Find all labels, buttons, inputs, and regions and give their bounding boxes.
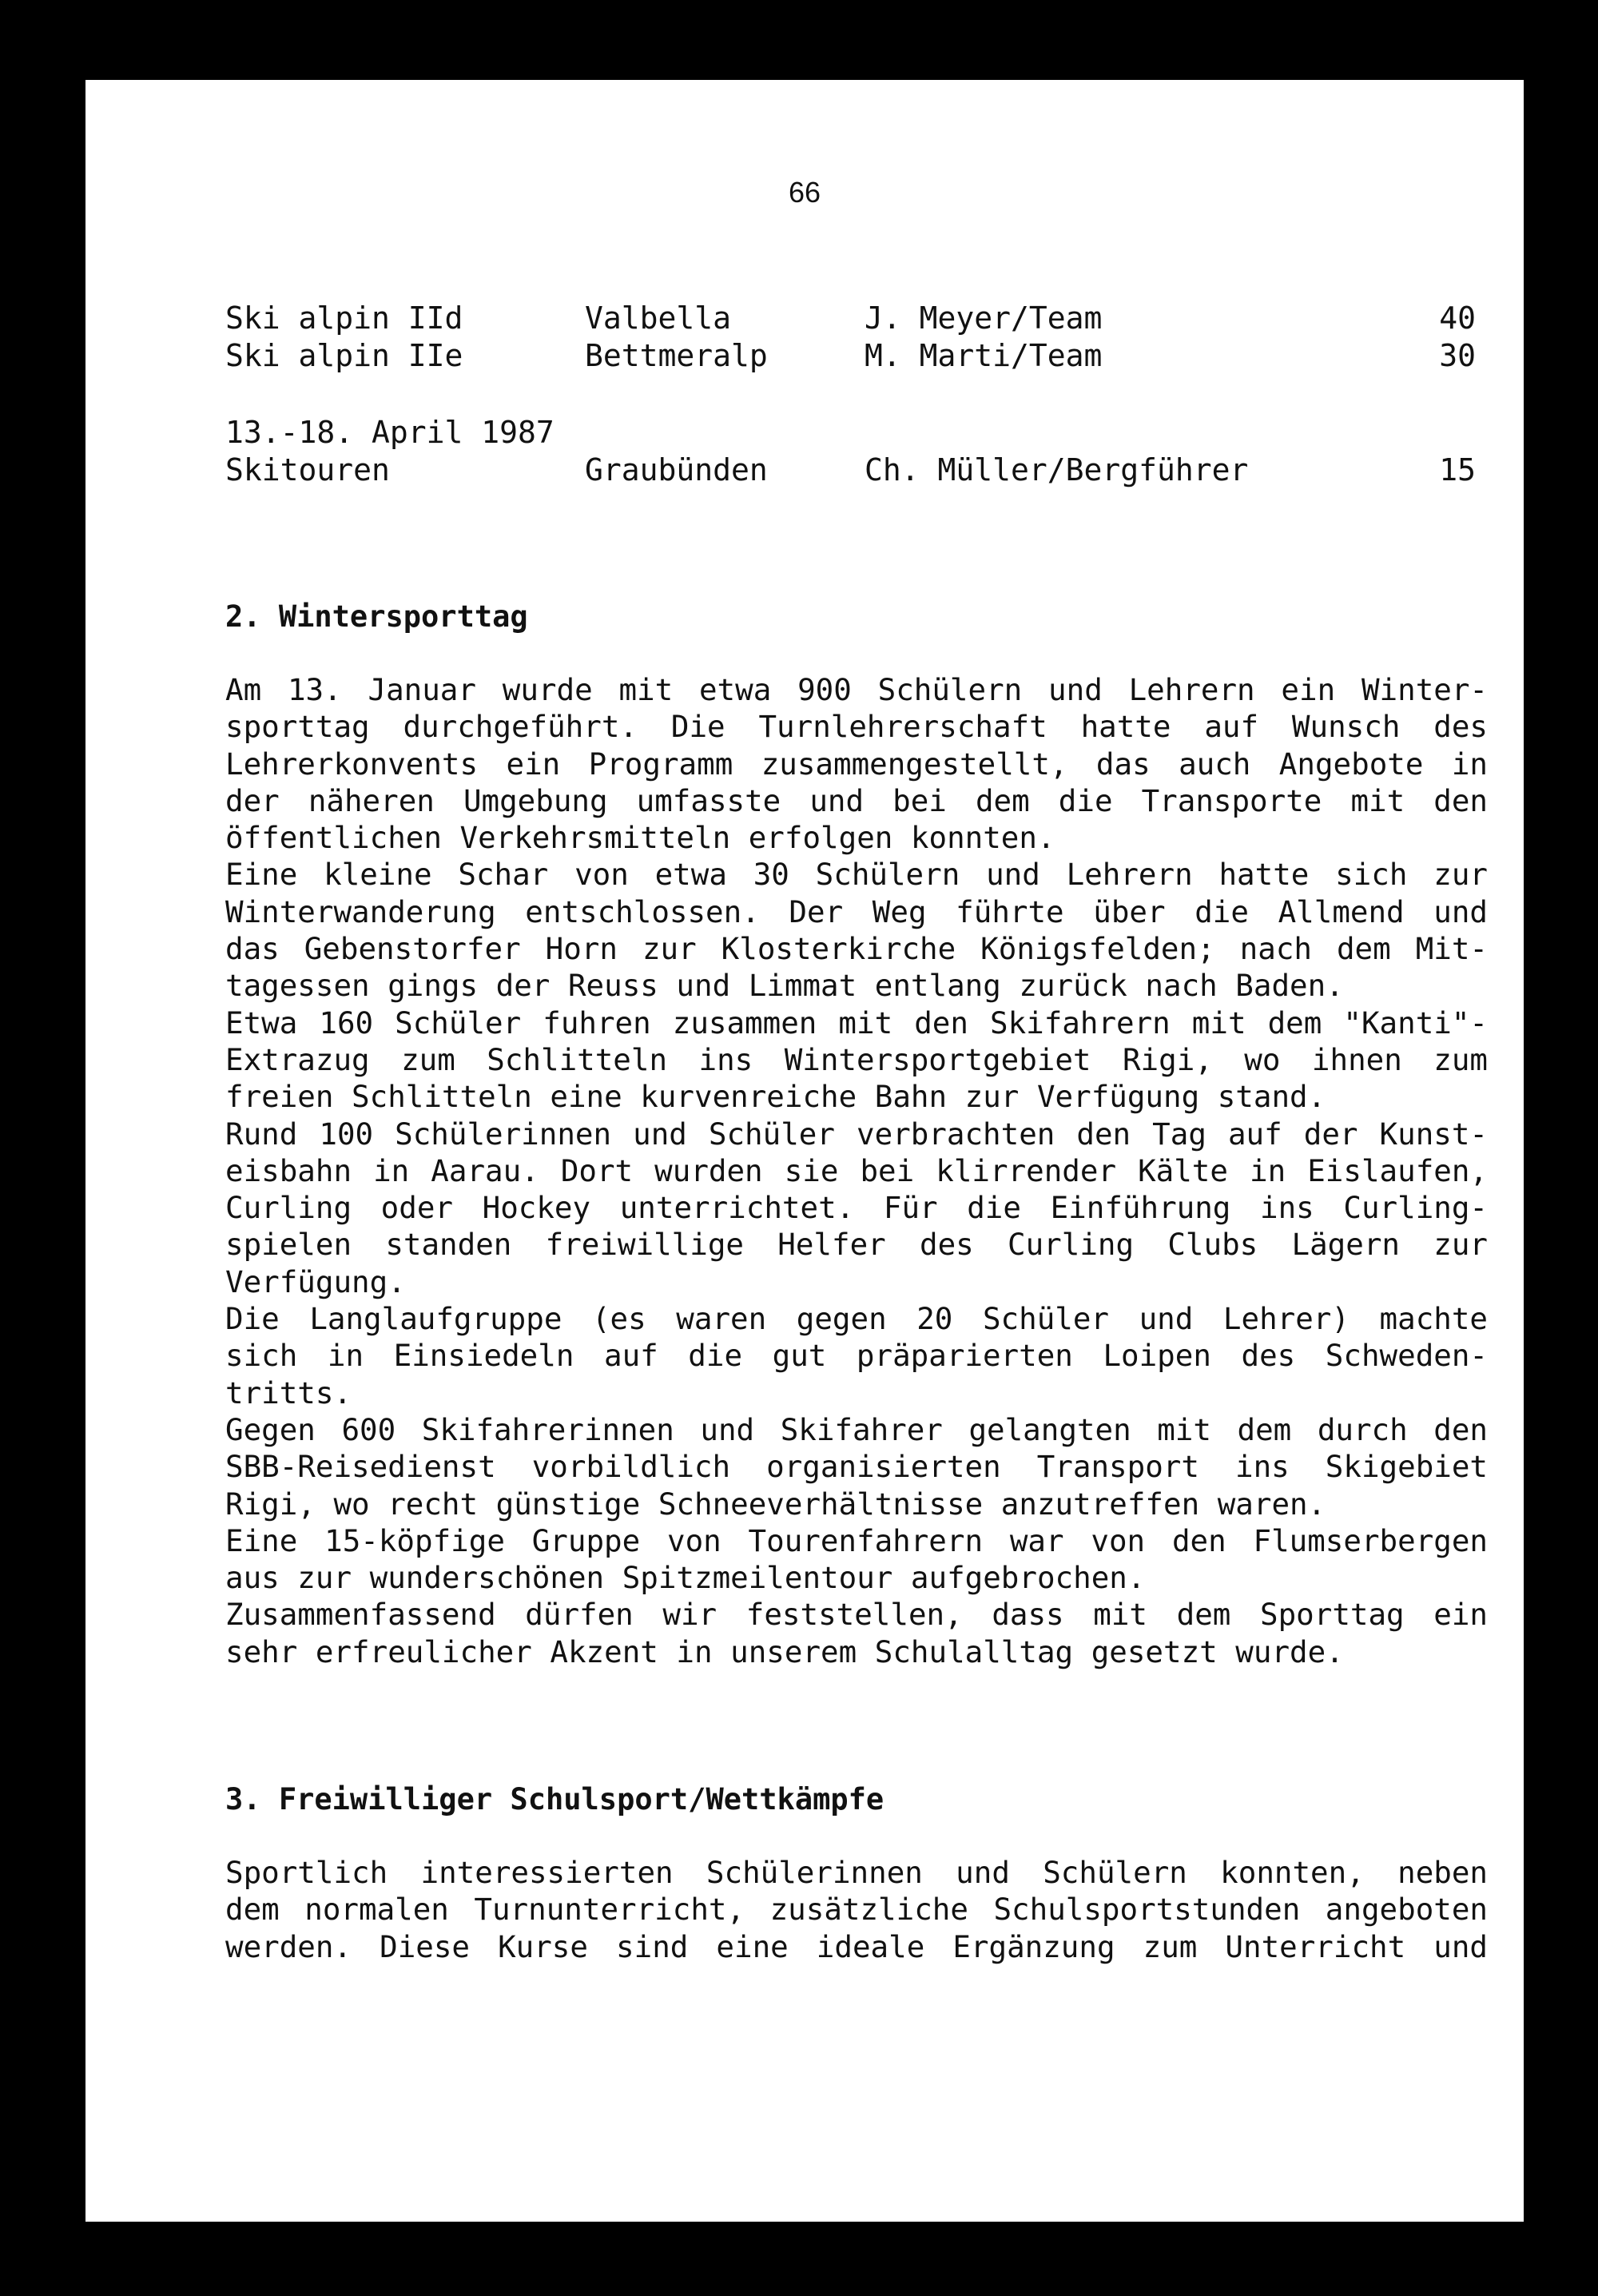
text-line: Lehrerkonvents ein Programm zusammengestellt, das auch Angebote in xyxy=(225,746,1488,782)
section-body-wintersporttag xyxy=(225,671,1488,1670)
text-line: Eine kleine Schar von etwa 30 Schülern und Lehrern hatte sich zur xyxy=(225,857,1488,893)
text-line: Eine 15-köpfige Gruppe von Tourenfahrern war von den Flumserbergen xyxy=(225,1522,1488,1558)
text-line: Winterwanderung entschlossen. Der Weg führte über die Allmend und xyxy=(225,893,1488,929)
section-body-schulsport xyxy=(225,1854,1488,1965)
course-leader: M. Marti/Team xyxy=(865,338,1103,373)
text-line: dem normalen Turnunterricht, zusätzliche Schulsportstunden angeboten xyxy=(225,1892,1488,1928)
text-line: öffentlichen Verkehrsmitteln erfolgen konnten. xyxy=(225,820,1055,856)
ski-tour-date: 13.-18. April 1987 xyxy=(225,415,555,450)
course-count: 15 xyxy=(1439,452,1476,487)
text-line: Curling oder Hockey unterrichtet. Für die Einführung ins Curling- xyxy=(225,1190,1488,1226)
text-line: Die Langlaufgruppe (es waren gegen 20 Schüler und Lehrer) machte xyxy=(225,1301,1488,1337)
text-line: Rigi, wo recht günstige Schneeverhältnisse anzutreffen waren. xyxy=(225,1486,1326,1522)
course-count: 30 xyxy=(1439,338,1476,373)
course-leader: Ch. Müller/Bergführer xyxy=(865,452,1249,487)
section-heading-schulsport: 3. Freiwilliger Schulsport/Wettkämpfe xyxy=(225,1782,884,1817)
ski-course-table xyxy=(225,300,1476,375)
text-line: SBB-Reisedienst vorbildlich organisierten Transport ins Skigebiet xyxy=(225,1449,1488,1485)
course-count: 40 xyxy=(1439,300,1476,336)
text-line: Rund 100 Schülerinnen und Schüler verbrachten den Tag auf der Kunst- xyxy=(225,1116,1488,1152)
course-row xyxy=(225,300,1476,337)
course-name: Skitouren xyxy=(225,452,390,487)
text-line: Gegen 600 Skifahrerinnen und Skifahrer gelangten mit dem durch den xyxy=(225,1411,1488,1447)
text-line: tritts. xyxy=(225,1375,352,1411)
text-line: Verfügung. xyxy=(225,1263,406,1299)
document-page xyxy=(85,80,1524,2222)
course-place: Bettmeralp xyxy=(585,338,768,373)
section-heading-wintersporttag: 2. Wintersporttag xyxy=(225,599,528,634)
page-number: 66 xyxy=(788,176,821,209)
text-line: freien Schlitteln eine kurvenreiche Bahn zur Verfügung stand. xyxy=(225,1079,1326,1115)
text-line: Am 13. Januar wurde mit etwa 900 Schülern und Lehrern ein Winter- xyxy=(225,672,1488,707)
text-line: Extrazug zum Schlitteln ins Wintersportgebiet Rigi, wo ihnen zum xyxy=(225,1041,1488,1077)
text-line: tagessen gings der Reuss und Limmat entlang zurück nach Baden. xyxy=(225,968,1344,1004)
text-line: sporttag durchgeführt. Die Turnlehrerschaft hatte auf Wunsch des xyxy=(225,709,1488,745)
text-line: werden. Diese Kurse sind eine ideale Ergänzung zum Unterricht und xyxy=(225,1928,1488,1964)
text-line: Sportlich interessierten Schülerinnen und Schülern konnten, neben xyxy=(225,1855,1488,1890)
ski-tour-table xyxy=(225,452,1476,489)
text-line: eisbahn in Aarau. Dort wurden sie bei klirrender Kälte in Eislaufen, xyxy=(225,1152,1488,1188)
text-line: sehr erfreulicher Akzent in unserem Schulalltag gesetzt wurde. xyxy=(225,1633,1344,1669)
text-line: Zusammenfassend dürfen wir feststellen, dass mit dem Sporttag ein xyxy=(225,1597,1488,1633)
course-place: Valbella xyxy=(585,300,732,336)
text-line: spielen standen freiwillige Helfer des Curling Clubs Lägern zur xyxy=(225,1227,1488,1263)
course-place: Graubünden xyxy=(585,452,768,487)
text-line: der näheren Umgebung umfasste und bei dem die Transporte mit den xyxy=(225,782,1488,818)
course-name: Ski alpin IIe xyxy=(225,338,463,373)
text-line: Etwa 160 Schüler fuhren zusammen mit den Skifahrern mit dem "Kanti"- xyxy=(225,1005,1488,1041)
text-line: das Gebenstorfer Horn zur Klosterkirche Königsfelden; nach dem Mit- xyxy=(225,931,1488,967)
course-name: Ski alpin IId xyxy=(225,300,463,336)
course-row xyxy=(225,452,1476,489)
course-row xyxy=(225,337,1476,375)
text-line: aus zur wunderschönen Spitzmeilentour aufgebrochen. xyxy=(225,1560,1146,1596)
text-line: sich in Einsiedeln auf die gut präparierten Loipen des Schweden- xyxy=(225,1338,1488,1374)
course-leader: J. Meyer/Team xyxy=(865,300,1103,336)
